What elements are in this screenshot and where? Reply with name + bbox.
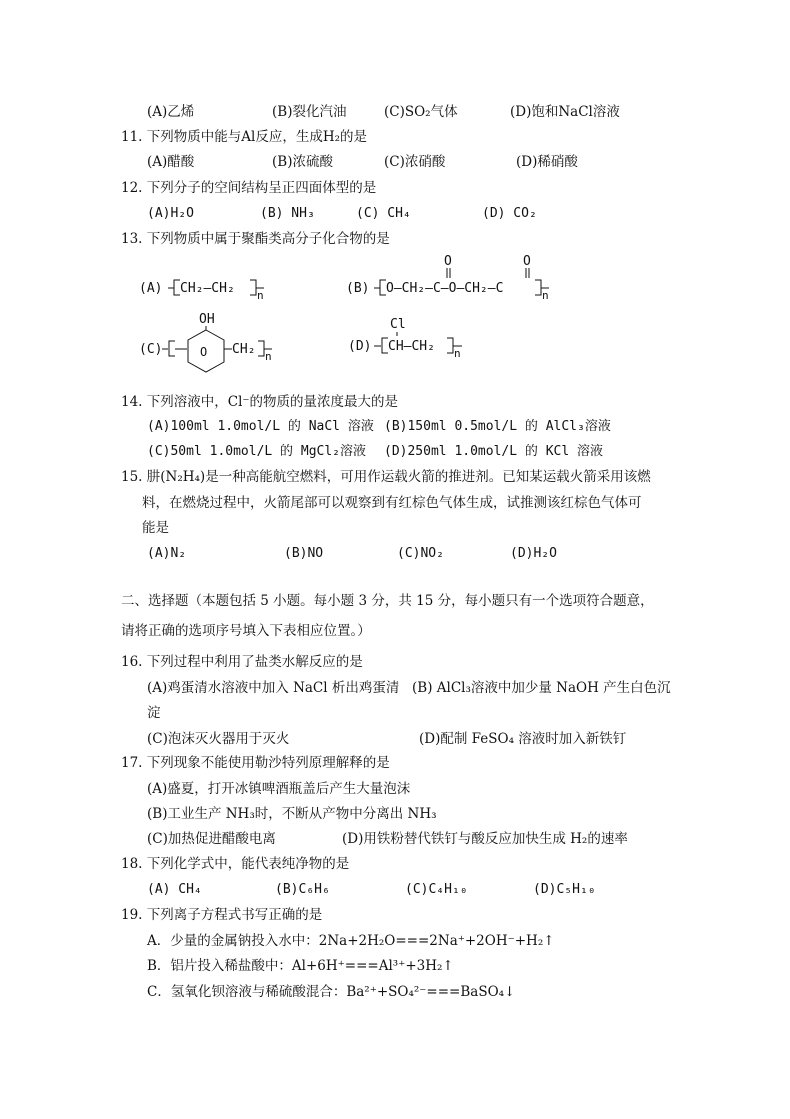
q11-option-c: (C)浓硝酸 [384, 154, 446, 170]
struct-c-ring-o: O [200, 345, 208, 359]
q11-stem: 11. 下列物质中能与Al反应，生成H₂的是 [121, 129, 368, 145]
q16-option-a: (A)鸡蛋清水溶液中加入 NaCl 析出鸡蛋清 [147, 680, 400, 696]
q10-option-c: (C)SO₂气体 [384, 104, 458, 120]
struct-c-label: (C) [139, 342, 163, 357]
q15-stem-line2: 料，在燃烧过程中，火箭尾部可以观察到有红棕色气体生成，试推测该红棕色气体可 [142, 495, 642, 511]
q18-option-b: (B)C₆H₆ [275, 882, 330, 897]
q14-option-d: (D)250ml 1.0mol/L 的 KCl 溶液 [384, 444, 604, 459]
q19-option-a: A．少量的金属钠投入水中：2Na+2H₂O===2Na⁺+2OH⁻+H₂↑ [147, 933, 555, 949]
struct-d-n: n [454, 347, 461, 360]
struct-c-n: n [265, 350, 272, 363]
struct-b-carbonyl-o1: O [444, 254, 452, 269]
q11-option-a: (A)醋酸 [147, 154, 195, 170]
q17-stem: 17. 下列现象不能使用勒沙特列原理解释的是 [121, 755, 390, 771]
q13-structures [0, 250, 790, 390]
q12-option-a: (A)H₂O [147, 206, 194, 221]
q17-option-b: (B)工业生产 NH₃时，不断从产物中分离出 NH₃ [147, 806, 437, 822]
struct-d-formula: CH—CH₂ [388, 339, 435, 354]
q17-option-a: (A)盛夏，打开冰镇啤酒瓶盖后产生大量泡沫 [147, 781, 411, 797]
q16-option-c: (C)泡沫灭火器用于灭火 [147, 731, 290, 747]
q14-option-a: (A)100ml 1.0mol/L 的 NaCl 溶液 [147, 419, 374, 434]
q19-stem: 19. 下列离子方程式书写正确的是 [121, 907, 323, 923]
struct-b-n: n [542, 289, 549, 302]
q16-stem: 16. 下列过程中利用了盐类水解反应的是 [121, 654, 363, 670]
q12-option-d: (D) CO₂ [482, 206, 537, 221]
struct-c-ch2: CH₂ [232, 342, 256, 357]
q11-option-d: (D)稀硝酸 [516, 154, 578, 170]
q12-option-b: (B) NH₃ [260, 206, 315, 221]
q14-option-b: (B)150ml 0.5mol/L 的 AlCl₃溶液 [384, 419, 611, 434]
struct-d-cl: Cl [390, 317, 406, 332]
q17-option-d: (D)用铁粉替代铁钉与酸反应加快生成 H₂的速率 [342, 831, 628, 847]
q19-option-c: C．氢氧化钡溶液与稀硫酸混合：Ba²⁺+SO₄²⁻===BaSO₄↓ [147, 984, 516, 1000]
q10-option-d: (D)饱和NaCl溶液 [510, 104, 620, 120]
struct-a-formula: CH₂—CH₂ [180, 281, 235, 296]
q19-option-b: B．铝片投入稀盐酸中：Al+6H⁺===Al³⁺+3H₂↑ [147, 958, 454, 974]
q18-option-c: (C)C₄H₁₀ [405, 882, 468, 897]
struct-b-carbonyl-o2: O [523, 254, 531, 269]
q12-option-c: (C) CH₄ [356, 206, 411, 221]
q10-option-a: (A)乙烯 [147, 104, 195, 120]
section2-heading-line1: 二、选择题（本题包括 5 小题。每小题 3 分，共 15 分，每小题只有一个选项符合题意， [121, 593, 654, 609]
q15-option-c: (C)NO₂ [397, 546, 444, 561]
q16-option-d: (D)配制 FeSO₄ 溶液时加入新铁钉 [419, 731, 627, 747]
struct-b-label: (B) [346, 281, 370, 296]
q10-option-b: (B)裂化汽油 [272, 104, 347, 120]
q18-option-a: (A) CH₄ [147, 882, 202, 897]
struct-a-n: n [257, 289, 264, 302]
q18-option-d: (D)C₅H₁₀ [533, 882, 596, 897]
section2-heading-line2: 请将正确的选项序号填入下表相应位置。） [121, 623, 371, 639]
q16-option-b-line1: (B) AlCl₃溶液中加少量 NaOH 产生白色沉 [412, 680, 671, 696]
q15-option-d: (D)H₂O [510, 546, 557, 561]
q15-option-b: (B)NO [284, 546, 324, 561]
struct-d-label: (D) [348, 339, 372, 354]
q13-stem: 13. 下列物质中属于聚酯类高分子化合物的是 [121, 231, 390, 247]
q15-stem-line1: 15. 肼(N₂H₄)是一种高能航空燃料，可用作运载火箭的推进剂。已知某运载火箭采用该燃 [121, 469, 651, 485]
q14-option-c: (C)50ml 1.0mol/L 的 MgCl₂溶液 [147, 444, 367, 459]
q18-stem: 18. 下列化学式中，能代表纯净物的是 [121, 856, 350, 872]
q11-option-b: (B)浓硫酸 [272, 154, 333, 170]
q16-option-b-line2: 淀 [147, 705, 161, 721]
q12-stem: 12. 下列分子的空间结构呈正四面体型的是 [121, 180, 377, 196]
q15-option-a: (A)N₂ [147, 546, 187, 561]
struct-c-oh: OH [199, 312, 215, 327]
q14-stem: 14. 下列溶液中，Cl⁻的物质的量浓度最大的是 [121, 394, 399, 410]
struct-a-label: (A) [139, 281, 163, 296]
q15-stem-line3: 能是 [142, 520, 169, 536]
struct-b-formula: O—CH₂—C—O—CH₂—C [386, 281, 504, 296]
q17-option-c: (C)加热促进醋酸电离 [147, 831, 276, 847]
